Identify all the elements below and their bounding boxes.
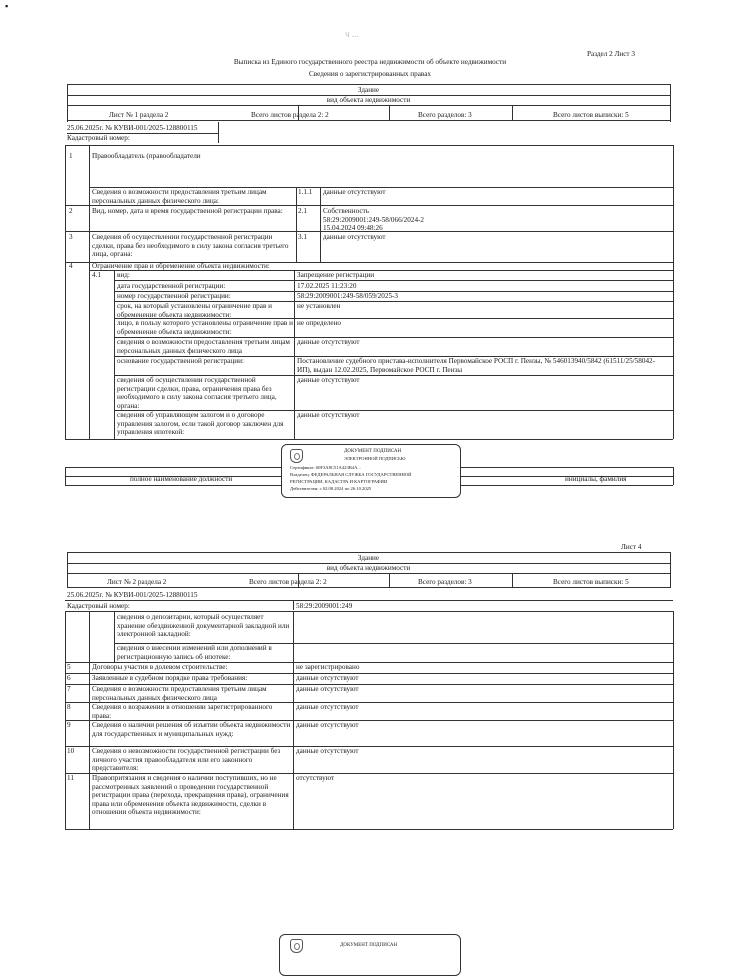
restriction-value: не определено bbox=[297, 319, 342, 327]
restrictions-label: Ограничение прав и обременение объекта недвижимости: bbox=[92, 262, 270, 270]
depositary-label: сведения о депозитарии, который осуществляет хранение обездвиженной документарной закладной или электронной закладной: bbox=[117, 613, 290, 639]
e-signature-stamp bbox=[281, 444, 461, 498]
sheet-4-label: Лист 4 bbox=[621, 543, 642, 551]
row-value: данные отсутствуют bbox=[323, 233, 386, 241]
row-num: 6 bbox=[67, 674, 71, 682]
sheet-info-4: Всего листов выписки: 5 bbox=[553, 111, 629, 119]
restriction-value: данные отсутствуют bbox=[297, 411, 360, 419]
object-kind: Здание bbox=[357, 86, 380, 94]
third-party-consent-label: Сведения о возможности предоставления третьим лицам персональных данных физического лица: bbox=[92, 188, 267, 205]
sheet-info-2: Всего листов раздела 2: 2 bbox=[251, 111, 329, 119]
section-sheet-label: Раздел 2 Лист 3 bbox=[587, 50, 635, 58]
sheet-info-3: Всего разделов: 3 bbox=[418, 111, 472, 119]
restriction-value: не установлен bbox=[297, 302, 341, 310]
restriction-label: сведения об осуществлении государственной регистрации сделки, права, ограничения права без необходимого в силу закона согласия третьего лица, органа: bbox=[117, 376, 277, 410]
cadastral-label: Кадастровый номер: bbox=[67, 602, 130, 610]
corner-mark: ▪ bbox=[5, 1, 9, 11]
restriction-label: дата государственной регистрации: bbox=[117, 282, 226, 290]
restriction-label: сведения об управляющем залогом и о договоре управления залогом, если такой договор заключен для управления ипотекой: bbox=[117, 411, 284, 437]
deal-registration-label: Сведения об осуществлении государственной регистрации сделки, права без необходимого в силу закона согласия третьего лица, органа: bbox=[92, 233, 289, 259]
row-value: данные отсутствуют bbox=[296, 674, 359, 682]
sheet-info-1: Лист № 2 раздела 2 bbox=[107, 578, 167, 586]
row-label: Сведения о возражении в отношении зарегистрированного права: bbox=[92, 703, 273, 720]
stamp-title: ДОКУМЕНТ ПОДПИСАН bbox=[344, 449, 402, 454]
restriction-value: данные отсутствуют bbox=[297, 376, 360, 384]
row-num: 10 bbox=[67, 747, 75, 755]
stamp-owner-2: РЕГИСТРАЦИИ, КАДАСТРА И КАРТОГРАФИИ bbox=[290, 479, 388, 484]
sheet-info-3: Всего разделов: 3 bbox=[418, 578, 472, 586]
row-num: 2 bbox=[69, 207, 73, 215]
page-title: Выписка из Единого государственного реестра недвижимости об объекте недвижимости bbox=[233, 58, 507, 66]
object-kind-caption: вид объекта недвижимости bbox=[326, 564, 411, 572]
restriction-value: 17.02.2025 11:23:20 bbox=[297, 282, 357, 290]
e-signature-stamp-partial bbox=[279, 934, 461, 976]
page-subtitle: Сведения о зарегистрированных правах bbox=[308, 70, 432, 78]
restriction-label: лицо, в пользу которого установлены ограничение прав и обременение объекта недвижимости: bbox=[117, 319, 293, 336]
cadastral-label: Кадастровый номер: bbox=[67, 134, 130, 142]
row-value: отсутствуют bbox=[296, 774, 335, 782]
row-label: Сведения о невозможности государственной регистрации без личного участия правообладателя или его законного представителя: bbox=[92, 747, 281, 773]
stamp-owner: Владелец: ФЕДЕРАЛЬНАЯ СЛУЖБА ГОСУДАРСТВЕННОЙ bbox=[290, 472, 412, 477]
sheet-info-2: Всего листов раздела 2: 2 bbox=[249, 578, 327, 586]
stamp-valid: Действителен: с 02.08.2024 по 26.10.2025 bbox=[290, 486, 372, 491]
object-kind-caption: вид объекта недвижимости bbox=[326, 96, 411, 104]
object-kind: Здание bbox=[357, 554, 380, 562]
cadastral-value: 58:29:2009001:249 bbox=[296, 602, 353, 610]
name-caption: инициалы, фамилия bbox=[565, 475, 627, 483]
restriction-value: 58:29:2009001:249-58/059/2025-3 bbox=[297, 292, 399, 300]
restriction-basis-value: Постановление судебного пристава-исполнителя Первомайское РОСП г. Пензы, № 546013940/5842 (61511/25/58042-ИП), выдан 12.02.2025, Первомайское РОСП г. Пензы bbox=[297, 357, 656, 374]
registration-label: Вид, номер, дата и время государственной регистрации права: bbox=[92, 207, 283, 215]
coat-of-arms-icon bbox=[290, 449, 303, 463]
row-num: 9 bbox=[67, 721, 71, 729]
restriction-value: данные отсутствуют bbox=[297, 338, 360, 346]
stamp-cert: Сертификат: 00F3A8C51A423B4A... bbox=[290, 465, 361, 470]
row-num: 8 bbox=[67, 703, 71, 711]
restriction-label: вид: bbox=[117, 271, 130, 279]
row-value: данные отсутствуют bbox=[296, 721, 359, 729]
sheet-info-4: Всего листов выписки: 5 bbox=[553, 578, 629, 586]
row-num: 3 bbox=[69, 233, 73, 241]
doc-number: 25.06.2025г. № КУВИ-001/2025-128800115 bbox=[67, 591, 198, 599]
ownership-value: Собственность 58:29:2009001:249-58/066/2024-2 15.04.2024 09:48:26 bbox=[323, 207, 425, 233]
restriction-value: Запрещение регистрации bbox=[297, 271, 375, 279]
restriction-num: 4.1 bbox=[92, 271, 101, 279]
claims-label: Правопритязания и сведения о наличии поступивших, но не рассмотренных заявлений о проведении государственной регистрации права (перехода, прекращения права), ограничения права или обременения объекта недвижимости, сделки в отношении объекта недвижимости: bbox=[92, 774, 289, 817]
row-label: Сведения о наличии решения об изъятии объекта недвижимости для государственных и муниципальных нужд: bbox=[92, 721, 291, 738]
stamp-title: ДОКУМЕНТ ПОДПИСАН bbox=[340, 943, 398, 948]
restriction-label: номер государственной регистрации: bbox=[117, 292, 231, 300]
row-sub: 3.1 bbox=[298, 233, 307, 241]
row-sub: 1.1.1 bbox=[298, 188, 313, 196]
row-num: 1 bbox=[69, 152, 73, 160]
row-value: не зарегистрировано bbox=[296, 663, 360, 671]
faint-scan-mark: ч ... bbox=[345, 29, 359, 39]
doc-number: 25.06.2025г. № КУВИ-001/2025-128800115 bbox=[67, 124, 198, 132]
restriction-label: сведения о возможности предоставления третьим лицам персональных данных физического лица bbox=[117, 338, 290, 355]
row-num: 11 bbox=[67, 774, 74, 782]
row-sub: 2.1 bbox=[298, 207, 307, 215]
row-value: данные отсутствуют bbox=[296, 685, 359, 693]
row-label: Договоры участия в долевом строительстве: bbox=[92, 663, 228, 671]
row-label: Заявленные в судебном порядке права требования: bbox=[92, 674, 248, 682]
row-label: Сведения о возможности предоставления третьим лицам персональных данных физического лица bbox=[92, 685, 267, 702]
row-num: 5 bbox=[67, 663, 71, 671]
row-value: данные отсутствуют bbox=[296, 703, 359, 711]
position-caption: полное наименование должности bbox=[130, 475, 233, 483]
mortgage-changes-label: сведения о внесении изменений или дополнений в регистрационную запись об ипотеке: bbox=[117, 644, 272, 661]
coat-of-arms-icon bbox=[290, 939, 303, 953]
rightholder-label: Правообладатель (правообладатели bbox=[92, 152, 201, 160]
row-num: 4 bbox=[69, 262, 73, 270]
row-value: данные отсутствуют bbox=[323, 188, 386, 196]
sheet-info-1: Лист № 1 раздела 2 bbox=[109, 111, 169, 119]
row-num: 7 bbox=[67, 685, 71, 693]
row-value: данные отсутствуют bbox=[296, 747, 359, 755]
stamp-subtitle: ЭЛЕКТРОННОЙ ПОДПИСЬЮ bbox=[344, 456, 406, 461]
restriction-label: основание государственной регистрации: bbox=[117, 357, 244, 365]
restriction-label: срок, на который установлены ограничение прав и обременение объекта недвижимости: bbox=[117, 302, 272, 319]
